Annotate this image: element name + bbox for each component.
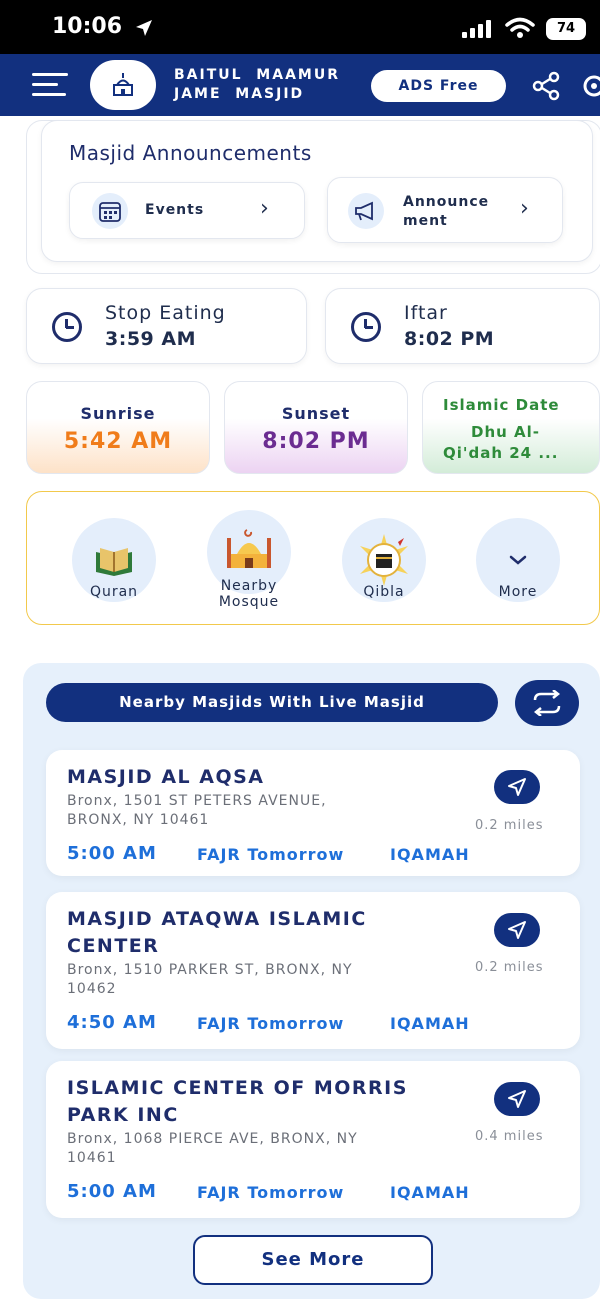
announcement-button[interactable] [327,177,563,243]
sunset-time: 8:02 PM [262,429,370,454]
masjid-name-line1: MASJID ATAQWA ISLAMIC [67,908,367,930]
masjid-name: MASJID AL AQSA [67,766,265,788]
masjid-name-line2: PARK INC [67,1104,179,1126]
see-more-button[interactable]: See More [193,1235,433,1285]
stop-eating-time: 3:59 AM [105,328,196,350]
islamic-date-line2: Qi'dah 24 ... [443,444,559,462]
prayer-name: FAJR Tomorrow [197,1014,345,1033]
iftar-time: 8:02 PM [404,328,495,350]
masjid-card[interactable] [46,892,580,1049]
masjid-logo [90,60,156,110]
iqamah-label: IQAMAH [390,1183,470,1202]
settings-icon[interactable] [578,70,600,102]
masjid-name [67,1075,408,1129]
prayer-time: 5:00 AM [67,843,157,864]
navigation-arrow-icon [507,777,527,797]
sunrise-card [26,381,210,474]
masjid-title-line2: JAME MASJID [174,86,305,102]
refresh-icon [531,690,563,716]
signal-icon [462,20,494,38]
prayer-time: 4:50 AM [67,1012,157,1033]
masjid-name-line1: ISLAMIC CENTER OF MORRIS [67,1077,408,1099]
more-label: More [498,584,538,600]
masjid-card[interactable] [46,750,580,876]
masjid-distance: 0.4 miles [475,1129,544,1144]
sunset-label: Sunset [281,404,351,423]
qibla-action[interactable] [342,516,426,606]
quran-label: Quran [89,584,139,600]
navigate-button[interactable] [494,1082,540,1116]
masjid-address-line1: Bronx, 1501 ST PETERS AVENUE, [67,793,327,809]
sunrise-label: Sunrise [80,404,156,423]
sunset-card [224,381,408,474]
masjid-name-line2: CENTER [67,935,160,957]
announcement-label-line2: ment [403,213,448,229]
masjid-name [67,906,367,960]
islamic-date-line1: Dhu Al- [471,423,541,441]
clock-icon [52,312,82,342]
iqamah-label: IQAMAH [390,845,470,864]
prayer-time: 5:00 AM [67,1181,157,1202]
quran-action[interactable] [72,516,156,606]
nearby-mosque-label [189,578,309,610]
masjid-address [67,792,327,830]
mosque-logo-icon [111,73,135,97]
islamic-date-label: Islamic Date [443,396,560,414]
masjid-address-line2: 10462 [67,981,117,997]
masjid-address-line1: Bronx, 1068 PIERCE AVE, BRONX, NY [67,1131,358,1147]
clock-icon [351,312,381,342]
qibla-label: Qibla [363,584,405,600]
chevron-right-icon: › [520,196,529,221]
megaphone-icon [348,193,384,229]
announcement-label-line1: Announce [403,194,490,210]
iftar-card [325,288,600,364]
battery-indicator: 74 [546,18,586,40]
announcements-title: Masjid Announcements [69,141,312,165]
nearby-mosque-label-line2: Mosque [218,594,280,610]
masjid-address-line2: 10461 [67,1150,117,1166]
location-arrow-icon [134,18,154,38]
stop-eating-card [26,288,307,364]
navigation-arrow-icon [507,1089,527,1109]
stop-eating-label: Stop Eating [105,302,226,324]
nearby-mosque-label-line1: Nearby [220,578,278,594]
events-label: Events [145,202,205,218]
prayer-name: FAJR Tomorrow [197,1183,345,1202]
refresh-button[interactable] [515,680,579,726]
masjid-title [174,66,374,104]
status-time: 10:06 [52,14,123,39]
iftar-label: Iftar [404,302,448,324]
masjid-address [67,961,353,999]
ads-free-button[interactable]: ADS Free [371,70,506,102]
chevron-right-icon: › [260,196,269,221]
wifi-icon [505,17,535,39]
navigate-button[interactable] [494,913,540,947]
navigate-button[interactable] [494,770,540,804]
masjid-title-line1: BAITUL MAAMUR [174,67,340,83]
menu-icon[interactable] [32,72,68,98]
calendar-icon [92,193,128,229]
islamic-date-card [422,381,600,474]
events-button[interactable] [69,182,305,239]
sunrise-time: 5:42 AM [63,429,173,454]
islamic-date-value [443,422,600,464]
iqamah-label: IQAMAH [390,1014,470,1033]
masjid-address-line1: Bronx, 1510 PARKER ST, BRONX, NY [67,962,353,978]
nearby-masjids-title[interactable]: Nearby Masjids With Live Masjid [46,683,498,722]
prayer-name: FAJR Tomorrow [197,845,345,864]
masjid-distance: 0.2 miles [475,818,544,833]
masjid-address [67,1130,358,1168]
masjid-card[interactable] [46,1061,580,1218]
navigation-arrow-icon [507,920,527,940]
masjid-address-line2: BRONX, NY 10461 [67,812,210,828]
announcement-label [403,193,489,231]
nearby-mosque-action[interactable] [207,510,291,610]
masjid-distance: 0.2 miles [475,960,544,975]
more-action[interactable] [476,516,560,606]
share-icon[interactable] [532,71,562,101]
